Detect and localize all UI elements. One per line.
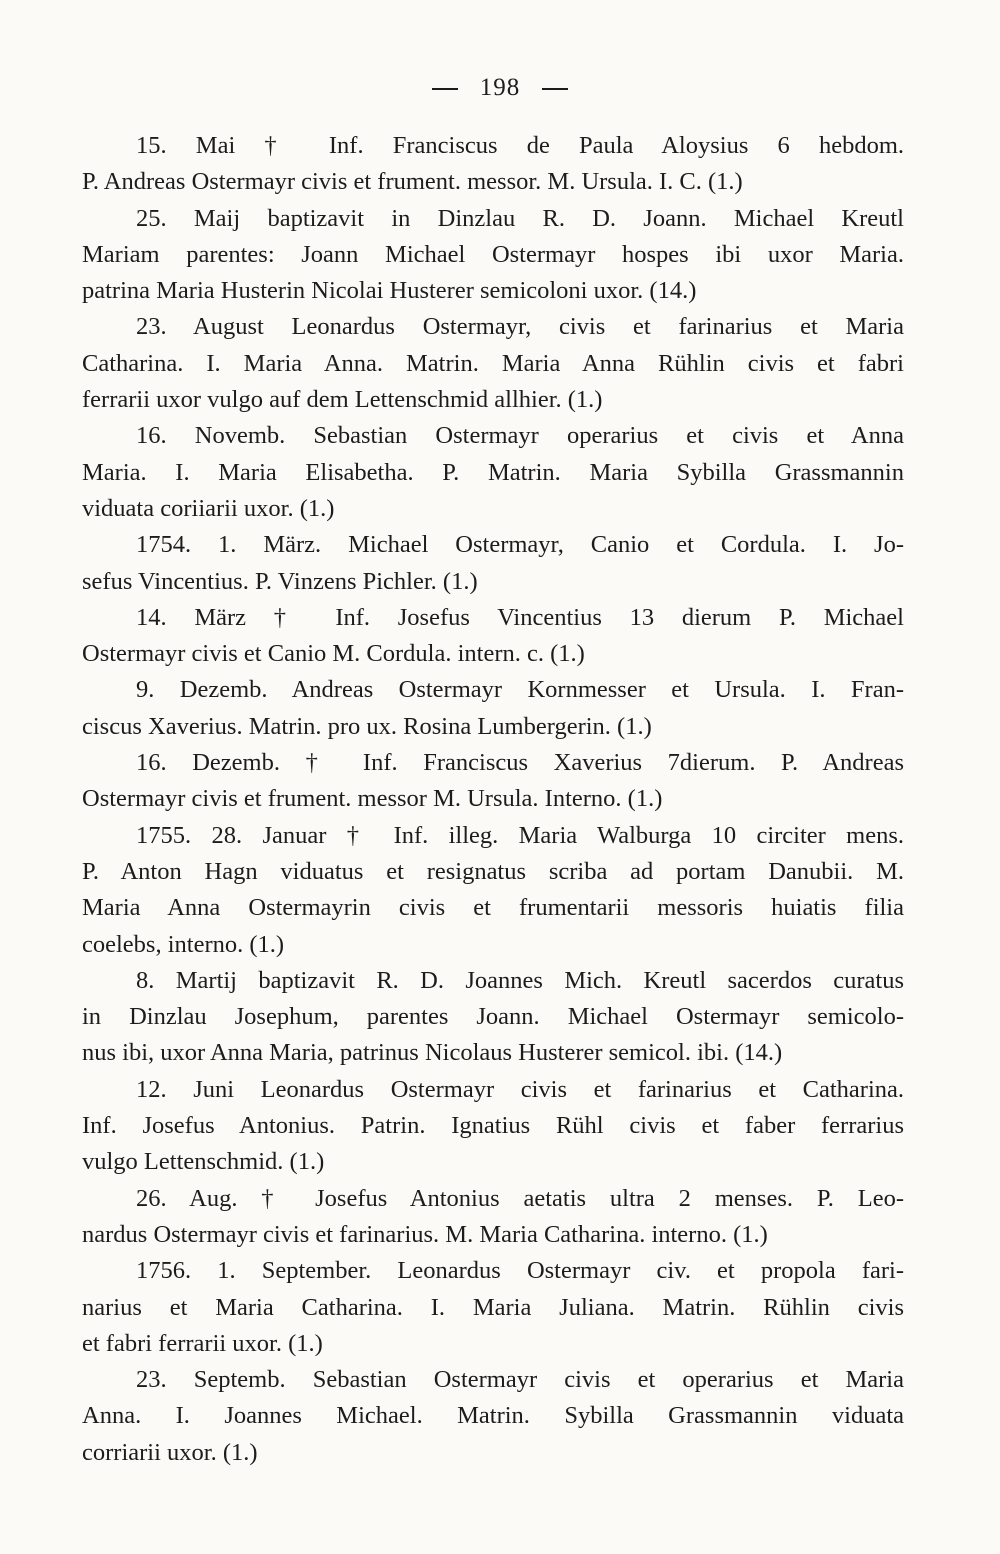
text-line: 25. Maij baptizavit in Dinzlau R. D. Joann. Michael Kreutl: [136, 204, 904, 232]
text-line: 1755. 28. Januar † Inf. illeg. Maria Walburga 10 circiter mens.: [136, 821, 904, 849]
text-line: 16. Dezemb. † Inf. Franciscus Xaverius 7dierum. P. Andreas: [136, 749, 904, 777]
header-dash-right: [542, 88, 568, 90]
text-line: 23. Septemb. Sebastian Ostermayr civis et operarius et Maria: [136, 1366, 904, 1394]
text-line: 9. Dezemb. Andreas Ostermayr Kornmesser et Ursula. I. Fran-: [136, 676, 904, 704]
text-line: ferrarii uxor vulgo auf dem Lettenschmid allhier. (1.): [82, 386, 603, 414]
text-line: Maria. I. Maria Elisabetha. P. Matrin. Maria Sybilla Grassmannin: [82, 458, 904, 486]
text-line: 12. Juni Leonardus Ostermayr civis et farinarius et Catharina.: [136, 1075, 904, 1103]
page-header: [0, 74, 1000, 102]
text-line: narius et Maria Catharina. I. Maria Juliana. Matrin. Rühlin civis: [82, 1293, 904, 1321]
text-line: et fabri ferrarii uxor. (1.): [82, 1329, 323, 1357]
text-line: nus ibi, uxor Anna Maria, patrinus Nicolaus Husterer semicol. ibi. (14.): [82, 1039, 783, 1067]
text-line: patrina Maria Husterin Nicolai Husterer semicoloni uxor. (14.): [82, 277, 697, 305]
text-line: 1756. 1. September. Leonardus Ostermayr civ. et propola fari-: [136, 1257, 904, 1285]
text-line: vulgo Lettenschmid. (1.): [82, 1148, 325, 1176]
text-line: 26. Aug. † Josefus Antonius aetatis ultra 2 menses. P. Leo-: [136, 1184, 904, 1212]
text-line: ciscus Xaverius. Matrin. pro ux. Rosina Lumbergerin. (1.): [82, 712, 652, 740]
text-line: sefus Vincentius. P. Vinzens Pichler. (1.): [82, 567, 478, 595]
text-line: in Dinzlau Josephum, parentes Joann. Michael Ostermayr semicolo-: [82, 1003, 904, 1031]
text-line: 8. Martij baptizavit R. D. Joannes Mich. Kreutl sacerdos curatus: [136, 966, 904, 994]
text-line: 14. März † Inf. Josefus Vincentius 13 dierum P. Michael: [136, 603, 904, 631]
text-line: Anna. I. Joannes Michael. Matrin. Sybilla Grassmannin viduata: [82, 1402, 904, 1430]
header-dash-left: [432, 88, 458, 90]
page-number: 198: [479, 74, 521, 101]
text-line: Catharina. I. Maria Anna. Matrin. Maria Anna Rühlin civis et fabri: [82, 349, 904, 377]
text-line: Ostermayr civis et frument. messor M. Ursula. Interno. (1.): [82, 785, 663, 813]
text-line: nardus Ostermayr civis et farinarius. M. Maria Catharina. interno. (1.): [82, 1220, 768, 1248]
text-line: Inf. Josefus Antonius. Patrin. Ignatius Rühl civis et faber ferrarius: [82, 1112, 904, 1140]
text-line: 16. Novemb. Sebastian Ostermayr operarius et civis et Anna: [136, 422, 904, 450]
text-line: 23. August Leonardus Ostermayr, civis et farinarius et Maria: [136, 313, 904, 341]
text-line: Ostermayr civis et Canio M. Cordula. intern. c. (1.): [82, 640, 585, 668]
register-text: [82, 128, 904, 1471]
text-line: Maria Anna Ostermayrin civis et frumentarii messoris huiatis filia: [82, 894, 904, 922]
text-line: Mariam parentes: Joann Michael Ostermayr hospes ibi uxor Maria.: [82, 240, 904, 268]
text-line: corriarii uxor. (1.): [82, 1438, 258, 1466]
text-line: P. Andreas Ostermayr civis et frument. messor. M. Ursula. I. C. (1.): [82, 168, 743, 196]
text-line: 15. Mai † Inf. Franciscus de Paula Aloysius 6 hebdom.: [136, 132, 904, 159]
text-line: 1754. 1. März. Michael Ostermayr, Canio et Cordula. I. Jo-: [136, 531, 904, 559]
text-line: P. Anton Hagn viduatus et resignatus scriba ad portam Danubii. M.: [82, 857, 904, 885]
text-line: coelebs, interno. (1.): [82, 930, 285, 958]
text-line: viduata coriiarii uxor. (1.): [82, 494, 335, 522]
